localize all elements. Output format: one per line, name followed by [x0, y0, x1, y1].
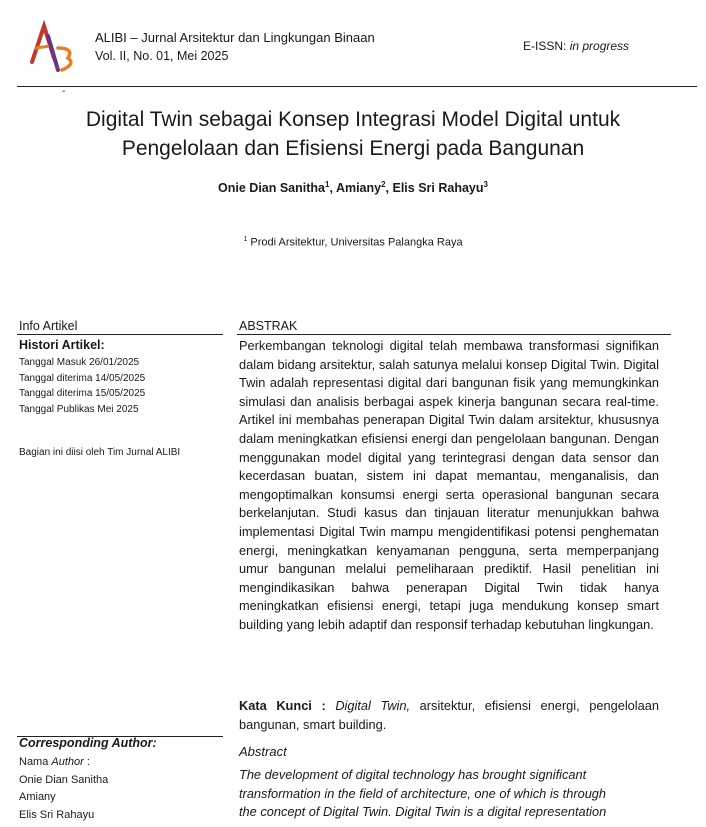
- name-label-italic: Author: [51, 756, 84, 768]
- eissn: [523, 39, 629, 53]
- abstrak-divider: [237, 334, 671, 335]
- author-entry: Amiany: [19, 791, 56, 803]
- keywords-label: Kata Kunci :: [239, 698, 326, 713]
- title-line-2: Pengelolaan dan Efisiensi Energi pada Bangunan: [121, 137, 585, 160]
- abstract-line: The development of digital technology has brought significant: [239, 767, 587, 782]
- corresponding-list: [19, 754, 108, 824]
- abstrak-heading: ABSTRAK: [239, 319, 298, 333]
- eissn-value: in progress: [569, 39, 630, 53]
- affiliation: [0, 236, 706, 249]
- date-entry: Tanggal diterima 15/05/2025: [19, 388, 146, 399]
- affiliation-sup: 1: [243, 236, 248, 243]
- header-dash: -: [62, 86, 66, 97]
- author-name: Onie Dian Sanitha: [218, 181, 325, 196]
- editor-note: Bagian ini diisi oleh Tim Jurnal ALIBI: [19, 447, 181, 458]
- journal-title: ALIBI – Jurnal Arsitektur dan Lingkungan Binaan: [95, 30, 375, 45]
- name-label-colon: :: [86, 756, 90, 768]
- eissn-label: E-ISSN:: [523, 39, 567, 53]
- author-entry: Onie Dian Sanitha: [19, 773, 109, 786]
- abstract-line: the concept of Digital Twin. Digital Twin is a digital representation: [239, 804, 607, 820]
- abstract-heading: Abstract: [239, 744, 287, 759]
- keywords-rest: arsitektur, efisiensi energi, pengelolaan bangunan, smart building.: [239, 698, 659, 732]
- keywords-italic: Digital Twin,: [335, 698, 411, 713]
- date-entry: Tanggal Publikas Mei 2025: [19, 403, 139, 415]
- author-entry: Elis Sri Rahayu: [19, 808, 95, 821]
- author-sup: 3: [483, 180, 488, 189]
- affiliation-text: Prodi Arsitektur, Universitas Palangka Raya: [250, 236, 463, 249]
- name-label: Nama: [19, 756, 49, 768]
- title-line-1: Digital Twin sebagai Konsep Integrasi Model Digital untuk: [85, 108, 621, 131]
- author-name: Elis Sri Rahayu: [392, 181, 484, 196]
- author-name: Amiany: [335, 181, 382, 196]
- abstrak-body: Perkembangan teknologi digital telah membawa transformasi signifikan dalam bidang arsitektur, salah satunya melalui konsep Digital Twin. Digital Twin adalah representasi digital dari bangunan fisik yang memungkinkan simulasi dan analisis berbagai aspek kinerja bangunan secara real-time. Artikel ini membahas penerapan Digital Twin dalam arsitektur, khususnya dalam meningkatkan efisiensi energi dan pengelolaan bangunan. Dengan menggunakan model digital yang terintegrasi dengan data sensor dan kecerdasan buatan, sistem ini dapat memantau, menganalisis, dan mengoptimalkan konsumsi energi serta operasional bangunan secara berkelanjutan. Studi kasus dan tinjauan literatur menunjukkan bahwa implementasi Digital Twin mampu mengidentifikasi potensi penghematan energi, meningkatkan kenyamanan pengguna, serta memperpanjang umur bangunan melalui pemeliharaan prediktif. Hasil penelitian ini mengindikasikan bahwa penerapan Digital Twin tidak hanya meningkatkan efisiensi energi, tetapi juga mendukung konsep smart building yang lebih adaptif dan responsif terhadap kebutuhan lingkungan.: [239, 338, 659, 632]
- article-title: [30, 105, 676, 163]
- date-entry: Tanggal diterima 14/05/2025: [19, 372, 146, 384]
- abstract-line: transformation in the field of architecture, one of which is through: [239, 785, 607, 801]
- keywords: [239, 696, 659, 734]
- journal-logo: [24, 18, 80, 76]
- name-label-line: [19, 754, 108, 772]
- info-heading: Info Artikel: [19, 319, 78, 333]
- info-divider: [17, 334, 223, 335]
- date-entry: Tanggal Masuk 26/01/2025: [19, 357, 140, 368]
- journal-volume: Vol. II, No. 01, Mei 2025: [95, 49, 229, 63]
- history-dates: [19, 355, 145, 417]
- header-divider: [17, 86, 697, 87]
- author-sup: 1: [325, 180, 330, 189]
- author-sup: 2: [381, 180, 386, 189]
- history-heading: Histori Artikel:: [19, 338, 105, 352]
- abstract-body: [239, 766, 659, 822]
- author-list: Onie Dian Sanitha$^1$, Amiany$^2$, Elis Sri Rahayu$^3$: [218, 180, 488, 196]
- corresponding-heading: Corresponding Author:: [19, 736, 157, 750]
